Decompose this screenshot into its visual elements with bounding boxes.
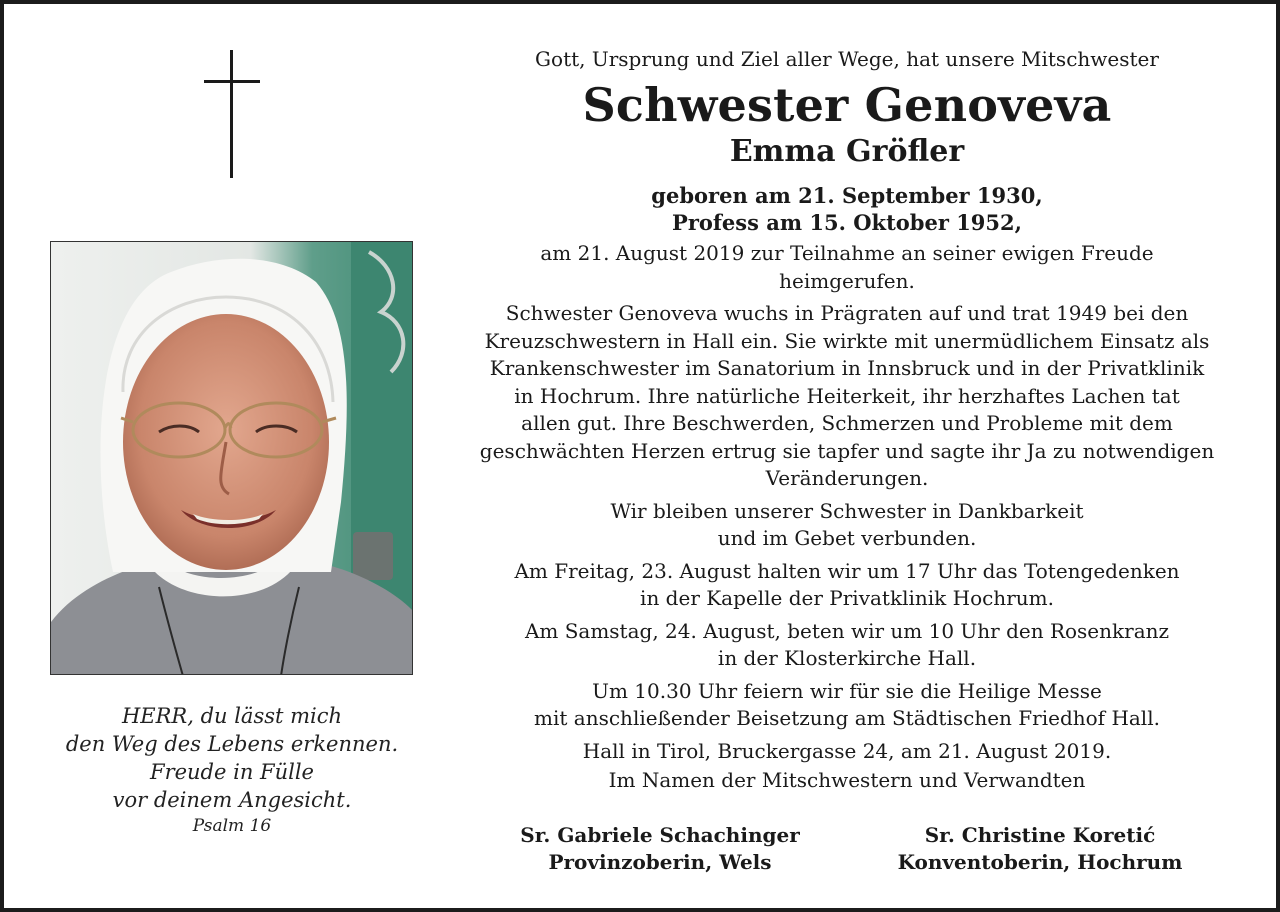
biography-line: Krankenschwester im Sanatorium in Innsbruck und in der Privatklinik: [489, 356, 1205, 380]
psalm-line: HERR, du lässt mich: [121, 704, 343, 728]
cross-icon: [204, 50, 260, 178]
place-date: Hall in Tirol, Bruckergasse 24, am 21. August 2019.: [582, 738, 1112, 763]
signer-left: [490, 822, 830, 876]
on-behalf: Im Namen der Mitschwestern und Verwandten: [608, 768, 1086, 792]
psalm-line: den Weg des Lebens erkennen.: [65, 732, 399, 756]
biography-line: Veränderungen.: [765, 466, 929, 490]
deceased-name: Schwester Genoveva: [582, 78, 1112, 132]
called-home-line: heimgerufen.: [779, 268, 915, 293]
signers: [490, 822, 1210, 876]
signer-title: Konventoberin, Hochrum: [897, 850, 1183, 874]
psalm-line: vor deinem Angesicht.: [112, 788, 352, 812]
mass-line: mit anschließender Beisetzung am Städtischen Friedhof Hall.: [534, 706, 1160, 730]
saturday-line: in der Klosterkirche Hall.: [717, 646, 977, 670]
signer-name: Sr. Gabriele Schachinger: [520, 823, 800, 847]
portrait-photo: [50, 241, 413, 675]
saturday-line: Am Samstag, 24. August, beten wir um 10 Uhr den Rosenkranz: [524, 618, 1170, 643]
life-dates: [444, 182, 1250, 236]
psalm-reference: Psalm 16: [192, 816, 272, 836]
signer-name: Sr. Christine Koretić: [924, 823, 1156, 847]
psalm-line: Freude in Fülle: [150, 760, 314, 784]
given-name: Emma Gröfler: [729, 134, 965, 169]
biography: [444, 300, 1250, 493]
biography-line: Schwester Genoveva wuchs in Prägraten auf und trat 1949 bei den: [505, 301, 1189, 325]
birth-date: geboren am 21. September 1930,: [651, 183, 1043, 208]
intro-line: Gott, Ursprung und Ziel aller Wege, hat unsere Mitschwester: [535, 47, 1159, 71]
signer-right: [870, 822, 1210, 876]
gratitude-line: und im Gebet verbunden.: [717, 526, 977, 550]
friday-line: Am Freitag, 23. August halten wir um 17 Uhr das Totengedenken: [514, 558, 1180, 583]
biography-line: Kreuzschwestern in Hall ein. Sie wirkte mit unermüdlichem Einsatz als: [484, 328, 1210, 353]
friday-service: [444, 558, 1250, 613]
profess-date: Profess am 15. Oktober 1952,: [672, 210, 1022, 235]
mass-line: Um 10.30 Uhr feiern wir für sie die Heilige Messe: [592, 678, 1102, 703]
biography-line: in Hochrum. Ihre natürliche Heiterkeit, ihr herzhaftes Lachen tat: [514, 383, 1180, 408]
friday-line: in der Kapelle der Privatklinik Hochrum.: [640, 586, 1054, 610]
gratitude: [444, 498, 1250, 553]
saturday-service: [444, 618, 1250, 673]
mass-service: [444, 678, 1250, 733]
signer-title: Provinzoberin, Wels: [548, 850, 772, 874]
called-home-line: am 21. August 2019 zur Teilnahme an seiner ewigen Freude: [540, 241, 1154, 265]
biography-line: geschwächten Herzen ertrug sie tapfer und sagte ihr Ja zu notwendigen: [479, 438, 1215, 463]
gratitude-line: Wir bleiben unserer Schwester in Dankbarkeit: [610, 498, 1084, 523]
announcement-text: [444, 44, 1250, 797]
psalm-quote: [44, 702, 420, 838]
called-home: [444, 240, 1250, 295]
biography-line: allen gut. Ihre Beschwerden, Schmerzen und Probleme mit dem: [521, 411, 1173, 435]
